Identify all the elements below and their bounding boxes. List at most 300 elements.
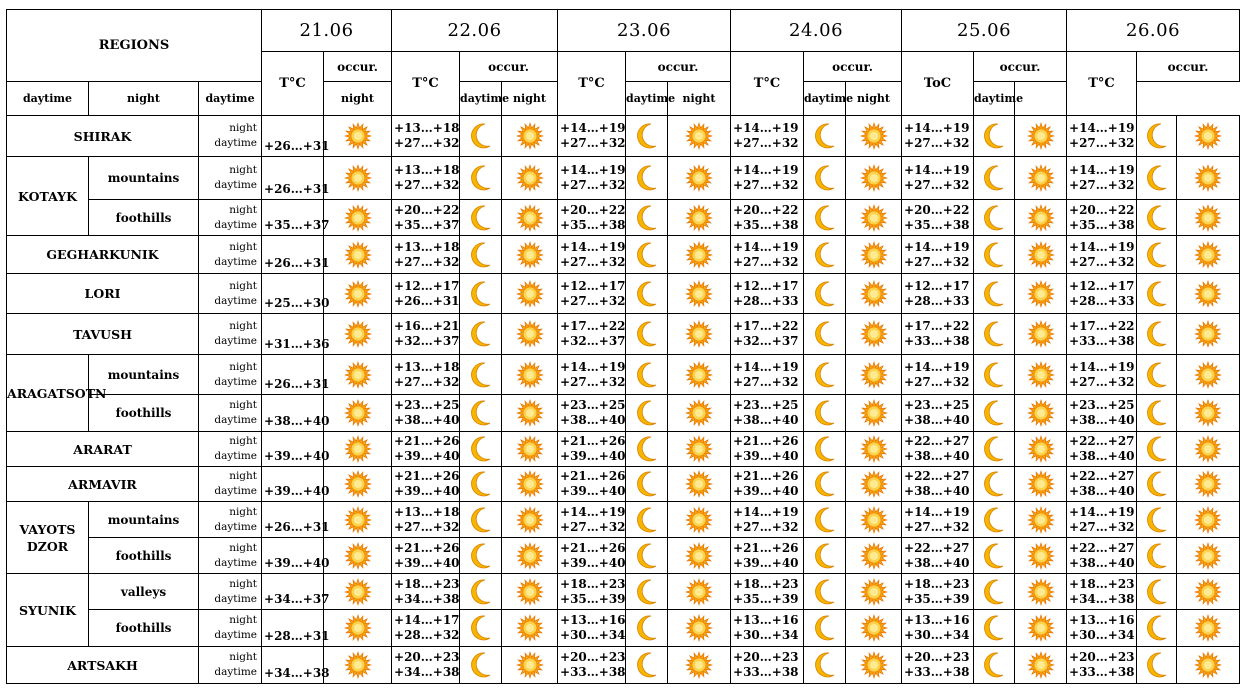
night-temp-value: +14…+19 [1069,359,1135,374]
daytime-label: daytime [214,666,258,678]
period-labels [199,116,262,157]
sun-icon [685,320,713,348]
daytime-label: daytime [214,485,258,497]
temp-range-cell [731,274,804,314]
temp-range-cell [262,116,330,157]
temp-range-cell [731,610,804,647]
day-temp-value: +34…+37 [264,592,330,606]
region-name: ARTSAKH [7,647,199,684]
day-temp-value: +27…+32 [904,178,970,192]
date-header-row [7,10,1240,52]
moon-icon [634,241,660,269]
moon-icon [981,241,1007,269]
sun-icon-cell [502,432,558,467]
temp-range-cell [392,314,460,355]
sun-icon-cell [502,647,558,684]
temp-range-cell [392,200,460,236]
moon-icon-cell [974,355,1015,395]
temp-range-cell [392,116,460,157]
night-subheader: night [502,82,558,116]
sun-icon-cell [668,538,731,574]
sun-icon [516,470,544,498]
sun-icon-cell [1177,538,1240,574]
temp-range-cell [392,502,460,538]
moon-icon [634,506,660,534]
day-temp-value: +38…+40 [904,555,970,570]
sun-icon [516,651,544,679]
moon-icon [468,651,494,679]
moon-icon [634,614,660,642]
night-temp-value: +18…+23 [904,576,970,591]
temp-range-cell [392,236,460,274]
temp-range-cell [1067,200,1137,236]
night-temp-value: +14…+19 [560,239,626,254]
moon-icon [812,122,838,150]
sun-icon [1194,435,1222,463]
moon-icon [812,578,838,606]
day-temp-value: +39…+40 [264,449,330,463]
sun-icon-cell [502,157,558,200]
sun-icon-cell [1015,538,1067,574]
moon-icon [981,361,1007,389]
temp-range-cell [558,157,626,200]
day-temp-value: +27…+32 [904,136,970,150]
sun-icon-cell [324,502,392,538]
sun-icon [1027,506,1055,534]
night-temp-value: +13…+18 [394,239,460,254]
sun-icon-cell [846,236,902,274]
night-temp-value: +22…+27 [1069,469,1135,483]
sun-icon [685,651,713,679]
moon-icon-cell [974,116,1015,157]
sun-icon-cell [502,116,558,157]
sun-icon [1027,651,1055,679]
temp-range-cell [902,432,974,467]
sun-icon-cell [668,395,731,432]
moon-icon-cell [626,610,668,647]
moon-icon-cell [804,395,846,432]
region-row [7,274,1240,314]
sun-icon [860,122,888,150]
moon-icon-cell [804,116,846,157]
temp-range-cell [392,274,460,314]
night-label: night [229,577,258,590]
day-temp-value: +30…+34 [560,628,626,642]
day-temp-value: +28…+33 [1069,293,1135,308]
moon-icon [1144,164,1170,192]
moon-icon-cell [804,502,846,538]
day-temp-value: +34…+38 [1069,591,1135,606]
sun-icon-cell [668,116,731,157]
moon-icon [812,542,838,570]
temp-range-cell [392,538,460,574]
sun-icon-cell [1177,200,1240,236]
night-temp-value: +22…+27 [1069,540,1135,555]
sun-icon-cell [668,200,731,236]
temp-range-cell [558,200,626,236]
temp-range-cell [731,432,804,467]
day-temp-value: +33…+38 [1069,334,1135,348]
moon-icon-cell [804,274,846,314]
occur-header: occur. [804,52,902,82]
sun-icon-cell [324,538,392,574]
night-temp-value: +13…+16 [1069,613,1135,627]
night-label: night [229,470,258,482]
sun-icon [860,578,888,606]
moon-icon-cell [974,432,1015,467]
forecast-table-wrap [6,9,1240,684]
moon-icon-cell [626,157,668,200]
temp-range-cell [902,467,974,502]
moon-icon [1144,361,1170,389]
temp-range-cell [1067,274,1137,314]
moon-icon [1144,399,1170,427]
night-temp-value: +13…+16 [733,613,799,627]
night-temp-value: +21…+26 [560,540,626,555]
sun-icon [344,361,372,389]
temp-header: T°C [262,52,324,116]
sun-icon-cell [502,538,558,574]
temp-range-cell [392,395,460,432]
night-temp-value: +17…+22 [560,319,626,333]
temp-range-cell [558,432,626,467]
night-temp-value: +21…+26 [394,434,460,448]
day-temp-value: +27…+32 [1069,254,1135,269]
moon-icon-cell [804,432,846,467]
night-label: night [229,164,258,176]
day-temp-value: +27…+32 [394,178,460,192]
sun-icon-cell [1015,116,1067,157]
temp-range-cell [262,647,330,684]
sun-icon [1194,164,1222,192]
period-labels [199,314,262,355]
sun-icon-cell [1177,236,1240,274]
region-row [7,502,1240,538]
occur-header: occur. [626,52,731,82]
sun-icon-cell [1015,432,1067,467]
sun-icon-cell [502,574,558,610]
sun-icon [344,470,372,498]
sun-icon-cell [1177,574,1240,610]
sun-icon [1194,399,1222,427]
night-temp-value: +13…+18 [394,163,460,177]
night-temp-value: +14…+19 [904,121,970,135]
moon-icon [812,651,838,679]
temp-range-cell [902,314,974,355]
sun-icon [1027,122,1055,150]
sun-icon [344,651,372,679]
moon-icon-cell [626,432,668,467]
sun-icon-cell [1177,157,1240,200]
day-temp-value: +38…+40 [1069,413,1135,427]
moon-icon [468,435,494,463]
night-temp-value: +17…+22 [1069,319,1135,333]
night-temp-value: +14…+19 [904,359,970,374]
day-temp-value: +35…+38 [560,217,626,232]
day-temp-value: +38…+40 [1069,449,1135,463]
moon-icon-cell [460,274,502,314]
day-temp-value: +27…+32 [733,519,799,534]
temp-range-cell [731,157,804,200]
sun-icon [860,280,888,308]
night-temp-value: +14…+19 [904,239,970,254]
moon-icon [468,470,494,498]
temp-range-cell [902,157,974,200]
temp-range-cell [902,395,974,432]
temp-range-cell [1067,355,1137,395]
moon-icon-cell [626,274,668,314]
region-row [7,314,1240,355]
sun-icon [685,361,713,389]
sun-icon [1194,280,1222,308]
region-name: ARAGATSOTN [7,355,89,432]
subregion-name: mountains [89,502,199,538]
night-label: night [229,651,258,663]
moon-icon-cell [804,236,846,274]
date-header: 21.06 [262,10,392,52]
sun-icon [516,320,544,348]
moon-icon [812,399,838,427]
day-temp-value: +39…+40 [394,449,460,463]
night-temp-value: +12…+17 [733,278,799,293]
night-temp-value: +14…+19 [560,504,626,519]
date-header: 25.06 [902,10,1067,52]
sun-icon-cell [668,647,731,684]
day-temp-value: +26…+31 [264,182,330,196]
sun-icon-cell [1015,574,1067,610]
temp-range-cell [731,200,804,236]
sun-icon [860,320,888,348]
day-temp-value: +27…+32 [560,254,626,269]
night-label: night [229,505,258,518]
moon-icon-cell [804,610,846,647]
moon-icon [981,164,1007,192]
moon-icon-cell [626,467,668,502]
temp-range-cell [392,647,460,684]
sun-icon-cell [502,467,558,502]
sun-icon [516,435,544,463]
night-temp-value: +14…+19 [560,359,626,374]
sun-icon-cell [846,200,902,236]
night-temp-value: +14…+19 [1069,504,1135,519]
sun-icon [516,578,544,606]
moon-icon [634,122,660,150]
period-labels [199,355,262,395]
moon-icon-cell [626,395,668,432]
region-row [7,610,1240,647]
sun-icon [344,614,372,642]
sun-icon-cell [846,502,902,538]
day-temp-value: +28…+31 [264,629,330,643]
moon-icon-cell [460,116,502,157]
moon-icon [812,320,838,348]
temp-range-cell [262,574,330,610]
sun-icon-cell [1177,610,1240,647]
moon-icon-cell [460,200,502,236]
temp-range-cell [902,200,974,236]
temp-range-cell [1067,314,1137,355]
regions-header: REGIONS [7,10,262,82]
moon-icon [1144,320,1170,348]
sun-icon-cell [324,610,392,647]
moon-icon-cell [974,574,1015,610]
sun-icon-cell [1015,502,1067,538]
temp-range-cell [731,467,804,502]
sun-icon [860,164,888,192]
sun-icon [344,578,372,606]
daytime-label: daytime [214,450,258,462]
sun-icon-cell [846,467,902,502]
moon-icon-cell [804,157,846,200]
night-temp-value: +22…+27 [1069,434,1135,448]
temp-range-cell [558,236,626,274]
sun-icon-cell [846,274,902,314]
day-temp-value: +39…+40 [264,556,330,570]
moon-icon [634,320,660,348]
moon-icon [981,470,1007,498]
sun-icon [685,578,713,606]
temp-range-cell [731,314,804,355]
moon-icon [812,164,838,192]
night-temp-value: +12…+17 [904,278,970,293]
moon-icon [981,614,1007,642]
day-temp-value: +39…+40 [733,449,799,463]
occur-header: occur. [1137,52,1240,82]
night-label: night [229,240,258,253]
sun-icon-cell [324,314,392,355]
day-temp-value: +30…+34 [733,628,799,642]
moon-icon [468,578,494,606]
day-temp-value: +27…+32 [394,374,460,389]
temp-range-cell [731,538,804,574]
sun-icon-cell [1177,502,1240,538]
night-label: night [229,541,258,554]
sun-icon-cell [1015,610,1067,647]
sun-icon [860,241,888,269]
sun-icon [685,470,713,498]
temp-range-cell [902,355,974,395]
night-temp-value: +20…+22 [560,202,626,217]
day-temp-value: +27…+32 [560,519,626,534]
moon-icon [634,470,660,498]
region-name: GEGHARKUNIK [7,236,199,274]
temp-range-cell [262,502,330,538]
sun-icon [685,542,713,570]
temp-range-cell [392,610,460,647]
moon-icon [1144,542,1170,570]
night-label: night [229,279,258,292]
night-temp-value: +20…+23 [904,650,970,664]
subregion-name: valleys [89,574,199,610]
temp-range-cell [558,395,626,432]
region-row [7,157,1240,200]
subregion-name: foothills [89,538,199,574]
night-temp-value: +14…+19 [733,163,799,177]
moon-icon [1144,204,1170,232]
temp-range-cell [558,538,626,574]
moon-icon-cell [460,236,502,274]
sun-icon-cell [846,610,902,647]
temp-range-cell [558,610,626,647]
sun-icon [1194,470,1222,498]
moon-icon-cell [804,314,846,355]
temp-range-cell [902,647,974,684]
night-temp-value: +21…+26 [733,540,799,555]
day-temp-value: +35…+38 [733,217,799,232]
night-subheader: night [89,82,199,116]
moon-icon-cell [626,236,668,274]
region-name: VAYOTS DZOR [7,502,89,574]
date-header: 24.06 [731,10,902,52]
day-temp-value: +39…+40 [733,484,799,498]
night-subheader: night [846,82,902,116]
sun-icon [516,542,544,570]
sun-icon [1027,241,1055,269]
moon-icon [981,399,1007,427]
temp-range-cell [1067,538,1137,574]
night-label: night [229,399,258,411]
region-row [7,236,1240,274]
sun-icon-cell [1177,647,1240,684]
day-temp-value: +31…+36 [264,337,330,351]
moon-icon-cell [1137,236,1177,274]
sun-icon-cell [324,200,392,236]
date-header: 22.06 [392,10,558,52]
sun-icon-cell [1015,647,1067,684]
day-temp-value: +27…+32 [733,178,799,192]
night-temp-value: +20…+23 [394,650,460,664]
moon-icon [812,361,838,389]
daytime-subheader: daytime [460,82,502,116]
daytime-label: daytime [214,294,258,307]
sun-icon [1027,320,1055,348]
day-temp-value: +27…+32 [733,374,799,389]
moon-icon [634,399,660,427]
sun-icon-cell [324,274,392,314]
moon-icon [634,542,660,570]
daytime-subheader: daytime [974,82,1015,116]
moon-icon [468,614,494,642]
sun-icon [860,435,888,463]
moon-icon [812,435,838,463]
day-temp-value: +39…+40 [560,555,626,570]
sun-icon [1027,578,1055,606]
temp-range-cell [392,355,460,395]
night-temp-value: +23…+25 [733,398,799,412]
moon-icon [981,204,1007,232]
region-row [7,647,1240,684]
day-temp-value: +25…+30 [264,296,330,310]
day-temp-value: +38…+40 [904,449,970,463]
day-temp-value: +38…+40 [1069,555,1135,570]
moon-icon-cell [974,647,1015,684]
sun-icon-cell [502,355,558,395]
moon-icon-cell [1137,116,1177,157]
day-temp-value: +27…+32 [394,136,460,150]
sun-icon [685,614,713,642]
region-name: KOTAYK [7,157,89,236]
night-temp-value: +21…+26 [733,469,799,483]
sun-icon-cell [502,610,558,647]
night-temp-value: +23…+25 [1069,398,1135,412]
day-temp-value: +27…+32 [1069,178,1135,192]
moon-icon-cell [460,502,502,538]
temp-range-cell [1067,236,1137,274]
moon-icon-cell [1137,314,1177,355]
temp-header: T°C [731,52,804,116]
moon-icon-cell [460,314,502,355]
day-temp-value: +35…+38 [1069,217,1135,232]
